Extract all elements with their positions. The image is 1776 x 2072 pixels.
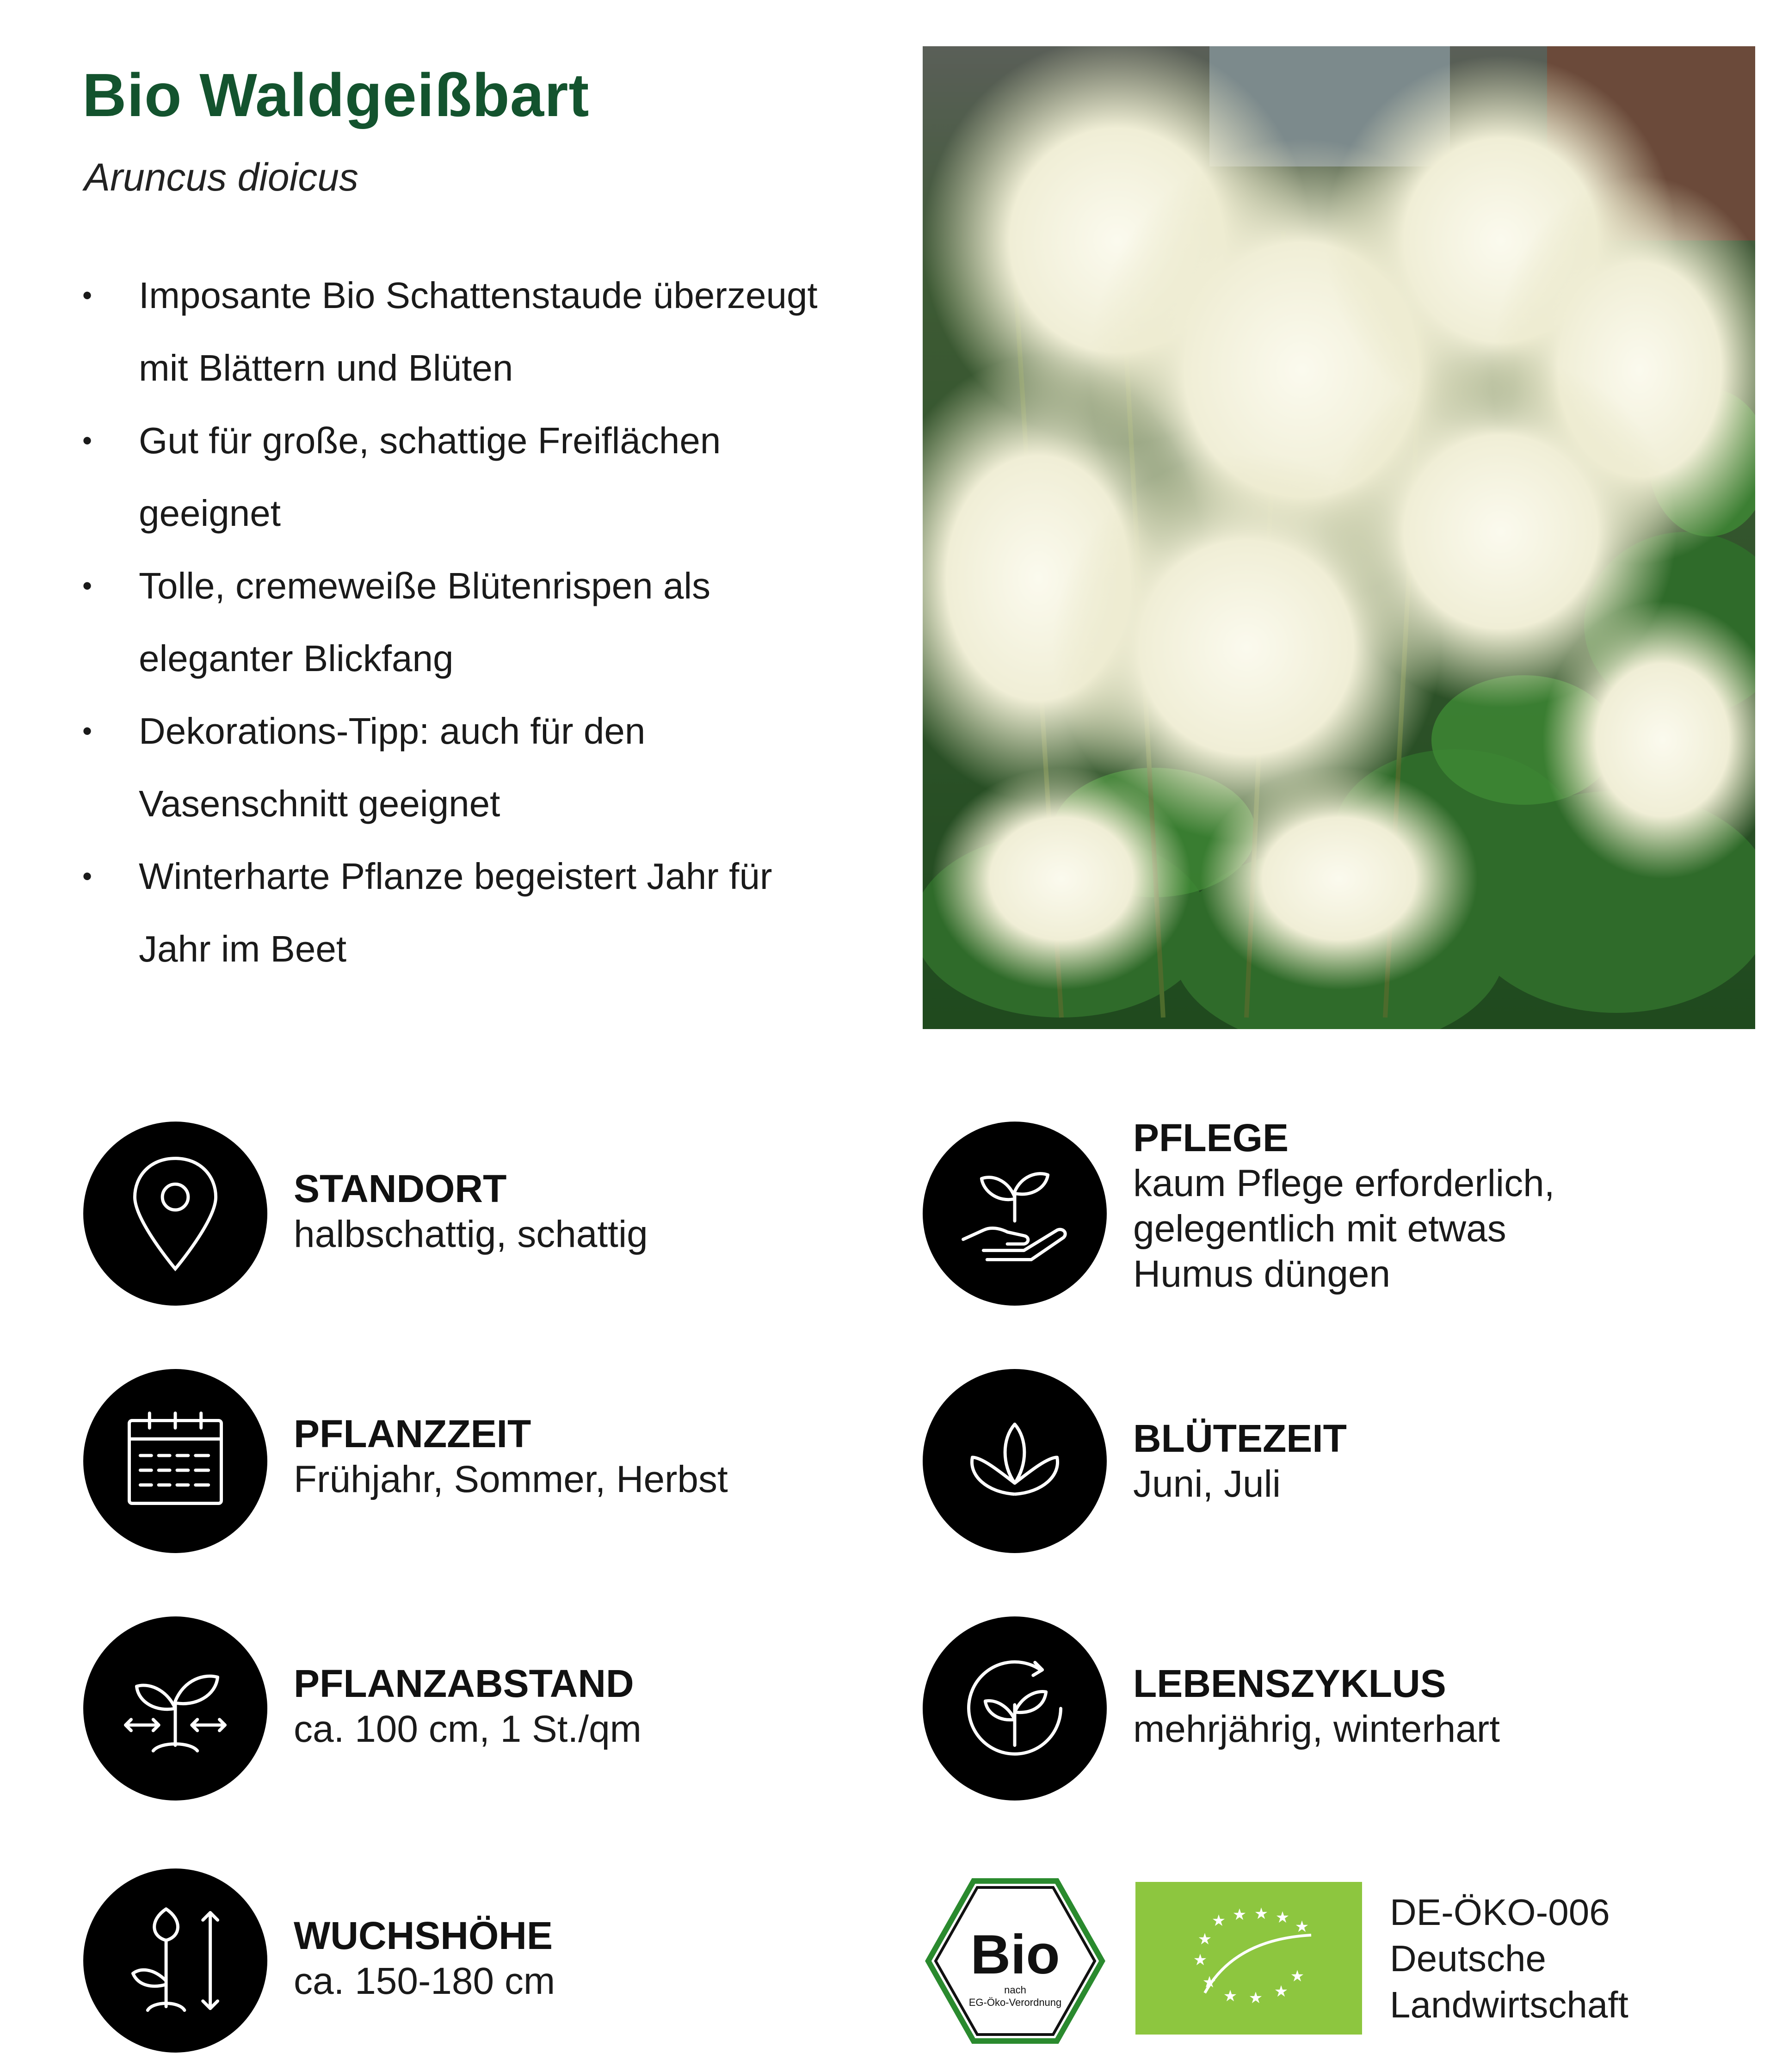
bullet-line: Imposante Bio Schattenstaude überzeugt [139, 275, 818, 316]
bio-seal-subline-1: nach [1004, 1984, 1026, 1996]
bullet-item [82, 404, 878, 549]
svg-text:★: ★ [1223, 1987, 1238, 2005]
location-pin-icon [83, 1122, 267, 1306]
feature-label: LEBENSZYKLUS [1133, 1662, 1446, 1705]
svg-text:★: ★ [1275, 1908, 1290, 1927]
flower-plumes-illustration [923, 46, 1755, 1029]
bullet-marker: • [82, 280, 92, 311]
feature-lebenszyklus [923, 1616, 1709, 1811]
feature-value: Juni, Juli [1133, 1463, 1281, 1505]
svg-text:★: ★ [1211, 1912, 1226, 1930]
svg-text:★: ★ [1274, 1982, 1289, 2001]
svg-text:★: ★ [1254, 1905, 1269, 1923]
svg-text:★: ★ [1248, 1989, 1263, 2007]
bullet-line: geeignet [139, 493, 281, 534]
bullet-line: Jahr im Beet [139, 928, 347, 969]
svg-text:★: ★ [1232, 1906, 1247, 1924]
svg-text:★: ★ [1202, 1973, 1217, 1992]
calendar-icon [83, 1369, 267, 1553]
feature-value: ca. 150-180 cm [294, 1960, 555, 2002]
feature-value: kaum Pflege erforderlich, [1133, 1162, 1555, 1204]
bullet-item [82, 840, 878, 985]
svg-text:★: ★ [1197, 1930, 1212, 1949]
feature-bullet-list [82, 259, 878, 985]
feature-label: PFLANZABSTAND [294, 1662, 634, 1705]
svg-text:★: ★ [1193, 1951, 1208, 1969]
plant-height-icon [83, 1868, 267, 2053]
feature-label: WUCHSHÖHE [294, 1914, 553, 1957]
organic-certification [923, 1875, 1755, 2051]
bio-seal-word: Bio [970, 1924, 1060, 1986]
bullet-line: Gut für große, schattige Freiflächen [139, 420, 721, 461]
feature-value: Humus düngen [1133, 1253, 1391, 1295]
bullet-line: Dekorations-Tipp: auch für den [139, 710, 646, 752]
latin-name: Aruncus dioicus [84, 155, 358, 199]
feature-label: PFLEGE [1133, 1116, 1289, 1159]
feature-pflanzzeit [83, 1369, 870, 1563]
feature-bluetezeit [923, 1369, 1709, 1563]
bullet-line: mit Blättern und Blüten [139, 347, 513, 388]
bullet-line: eleganter Blickfang [139, 638, 454, 679]
cert-code: DE-ÖKO-006 [1390, 1892, 1610, 1933]
eu-organic-leaf-logo [1135, 1882, 1362, 2035]
bullet-line: Winterharte Pflanze begeistert Jahr für [139, 856, 772, 897]
feature-value: mehrjährig, winterhart [1133, 1708, 1500, 1750]
svg-text:★: ★ [1290, 1967, 1305, 1986]
feature-label: BLÜTEZEIT [1133, 1417, 1347, 1460]
feature-value: ca. 100 cm, 1 St./qm [294, 1708, 641, 1750]
feature-label: PFLANZZEIT [294, 1412, 531, 1455]
bullet-line: Tolle, cremeweiße Blütenrispen als [139, 565, 711, 606]
feature-wuchshoehe [83, 1868, 870, 2063]
feature-label: STANDORT [294, 1167, 507, 1210]
feature-standort [83, 1122, 870, 1316]
feature-value: gelegentlich mit etwas [1133, 1208, 1506, 1250]
bullet-marker: • [82, 861, 92, 892]
feature-value: halbschattig, schattig [294, 1213, 648, 1255]
cert-origin-line: Landwirtschaft [1390, 1984, 1628, 2025]
hand-seedling-icon [923, 1122, 1107, 1306]
seedling-cycle-icon [923, 1616, 1107, 1801]
seedling-spacing-icon [83, 1616, 267, 1801]
feature-pflanzabstand [83, 1616, 870, 1811]
bullet-item [82, 695, 878, 840]
svg-text:★: ★ [1295, 1918, 1309, 1936]
product-title: Bio Waldgeißbart [82, 61, 590, 129]
bullet-line: Vasenschnitt geeignet [139, 783, 500, 824]
bullet-marker: • [82, 715, 92, 746]
bullet-marker: • [82, 570, 92, 601]
product-photo [923, 46, 1755, 1029]
bio-seal-logo [923, 1875, 1108, 2047]
lotus-flower-icon [923, 1369, 1107, 1553]
bullet-item [82, 259, 878, 404]
bullet-marker: • [82, 425, 92, 456]
feature-pflege [923, 1116, 1709, 1316]
bullet-item [82, 549, 878, 695]
feature-value: Frühjahr, Sommer, Herbst [294, 1458, 728, 1500]
bio-seal-subline-2: EG-Öko-Verordnung [968, 1997, 1062, 2008]
cert-origin-line: Deutsche [1390, 1938, 1546, 1979]
